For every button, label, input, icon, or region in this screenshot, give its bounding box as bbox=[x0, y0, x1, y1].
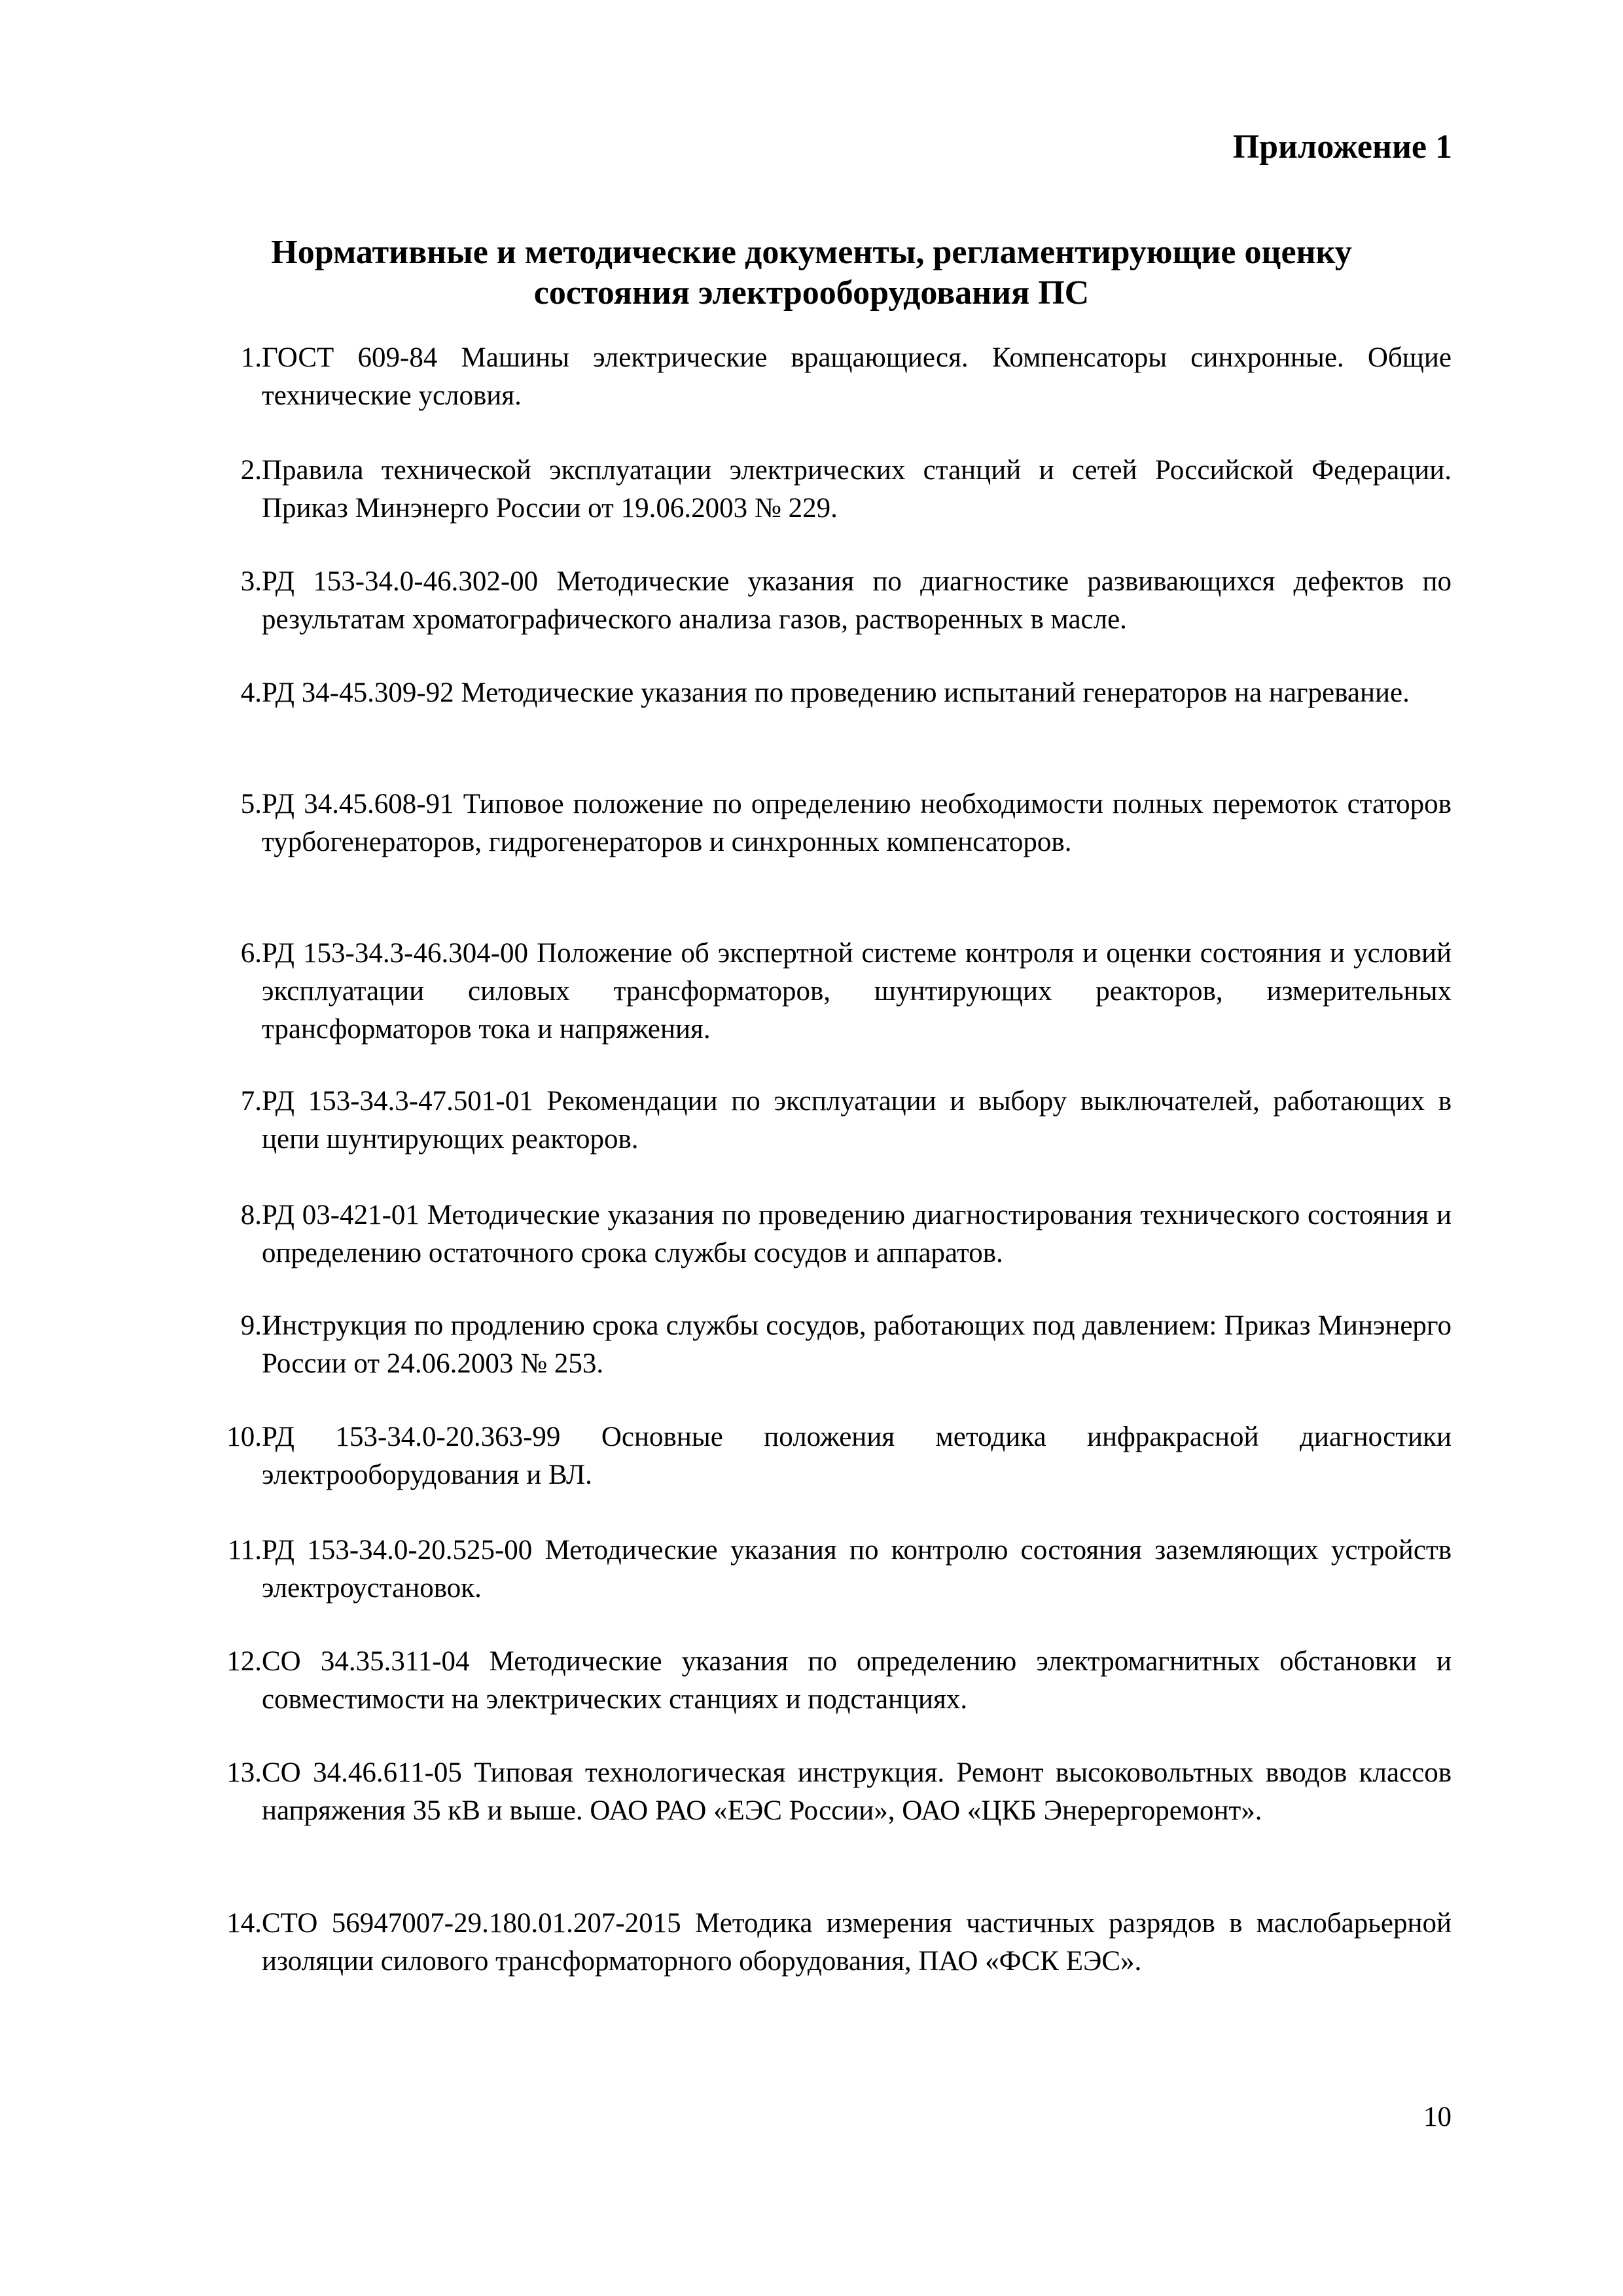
list-item-text: РД 153-34.0-46.302-00 Методические указания по диагностике развивающихся дефектов по результатам хроматографического анализа газов, растворенных в масле. bbox=[262, 566, 1452, 635]
list-item-number: 8. bbox=[240, 1200, 262, 1230]
list-item-text: РД 153-34.0-20.525-00 Методические указания по контролю состояния заземляющих устройств электроустановок. bbox=[262, 1535, 1452, 1604]
list-item bbox=[211, 1083, 1452, 1158]
list-item-text: РД 153-34.3-46.304-00 Положение об экспертной системе контроля и оценки состояния и условий эксплуатации силовых трансформаторов, шунтирующих реакторов, измерительных трансформаторов тока и напряжения. bbox=[262, 938, 1452, 1045]
list-item-number: 13. bbox=[226, 1757, 262, 1788]
list-item bbox=[211, 1532, 1452, 1607]
page-title-line-1: Нормативные и методические документы, регламентирующие оценку bbox=[271, 234, 1352, 271]
list-item-number: 11. bbox=[227, 1535, 262, 1566]
list-item-number: 1. bbox=[240, 342, 262, 373]
list-item-text: РД 34-45.309-92 Методические указания по проведению испытаний генераторов на нагревание. bbox=[262, 677, 1410, 708]
list-item bbox=[211, 1307, 1452, 1383]
list-item-text: РД 153-34.3-47.501-01 Рекомендации по эксплуатации и выбору выключателей, работающих в цепи шунтирующих реакторов. bbox=[262, 1086, 1452, 1155]
list-item bbox=[211, 339, 1452, 415]
list-item-text: ГОСТ 609-84 Машины электрические вращающиеся. Компенсаторы синхронные. Общие технические условия. bbox=[262, 342, 1452, 411]
list-item-number: 4. bbox=[240, 677, 262, 708]
list-item-text: РД 153-34.0-20.363-99 Основные положения методика инфракрасной диагностики электрооборудования и ВЛ. bbox=[262, 1422, 1452, 1490]
list-item bbox=[211, 1196, 1452, 1272]
list-item-number: 3. bbox=[240, 566, 262, 597]
list-item bbox=[211, 935, 1452, 1049]
list-item-text: РД 34.45.608-91 Типовое положение по определению необходимости полных перемоток статоров турбогенераторов, гидрогенераторов и синхронных компенсаторов. bbox=[262, 789, 1452, 857]
list-item-text: СО 34.35.311-04 Методические указания по определению электромагнитных обстановки и совместимости на электрических станциях и подстанциях. bbox=[262, 1646, 1452, 1715]
list-item-number: 7. bbox=[240, 1086, 262, 1117]
list-item-number: 2. bbox=[240, 455, 262, 486]
list-item bbox=[211, 1754, 1452, 1830]
list-item-text: Правила технической эксплуатации электрических станций и сетей Российской Федерации. Приказ Минэнерго России от 19.06.2003 № 229. bbox=[262, 455, 1452, 524]
list-item bbox=[211, 563, 1452, 639]
appendix-label: Приложение 1 bbox=[1232, 128, 1452, 166]
list-item-text: СО 34.46.611-05 Типовая технологическая инструкция. Ремонт высоковольтных вводов классов напряжения 35 кВ и выше. ОАО РАО «ЕЭС России», ОАО «ЦКБ Энерергоремонт». bbox=[262, 1757, 1452, 1826]
list-item bbox=[211, 785, 1452, 861]
list-item-number: 10. bbox=[226, 1422, 262, 1452]
list-item bbox=[211, 1418, 1452, 1494]
list-item-number: 6. bbox=[240, 938, 262, 969]
list-item-number: 14. bbox=[226, 1908, 262, 1939]
list-item-number: 9. bbox=[240, 1310, 262, 1341]
list-item-number: 5. bbox=[240, 789, 262, 819]
list-item bbox=[211, 1905, 1452, 1981]
list-item-text: СТО 56947007-29.180.01.207-2015 Методика измерения частичных разрядов в маслобарьерной изоляции силового трансформаторного оборудования, ПАО «ФСК ЕЭС». bbox=[262, 1908, 1452, 1977]
page-title-line-2: состояния электрооборудования ПС bbox=[533, 274, 1090, 312]
list-item-text: Инструкция по продлению срока службы сосудов, работающих под давлением: Приказ Минэнерго России от 24.06.2003 № 253. bbox=[262, 1310, 1452, 1379]
list-item bbox=[211, 452, 1452, 528]
list-item-number: 12. bbox=[226, 1646, 262, 1677]
list-item bbox=[211, 674, 1452, 712]
list-item bbox=[211, 1643, 1452, 1719]
page-number: 10 bbox=[1423, 2102, 1452, 2132]
list-item-text: РД 03-421-01 Методические указания по проведению диагностирования технического состояния и определению остаточного срока службы сосудов и аппаратов. bbox=[262, 1200, 1452, 1268]
